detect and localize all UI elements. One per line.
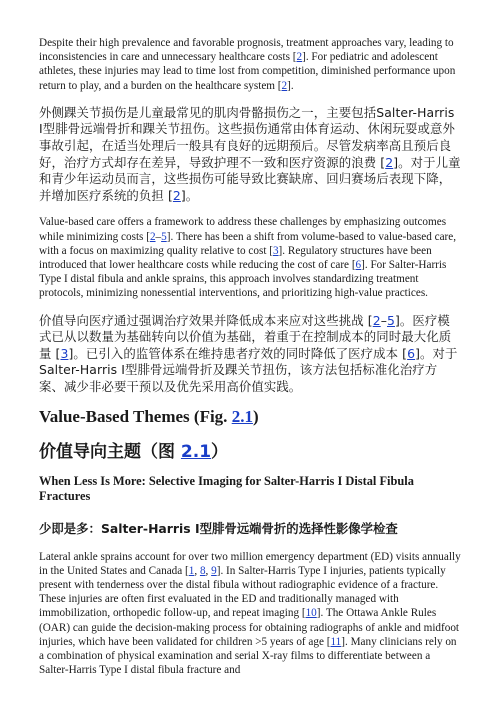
section-heading-en <box>39 407 462 427</box>
text: Despite their high prevalence and favorable prognosis, treatment approaches vary, leading to inconsistencies in care and unnecessary healthcare costs [ <box>39 37 454 64</box>
citation-link[interactable]: 8 <box>199 564 206 577</box>
citation-link[interactable]: 5 <box>387 312 395 328</box>
text: ]。医疗模式已从以数量为基础转向以价值为基础，着重于在控制成本的同时最大化质量 [ <box>39 312 452 361</box>
citation-link[interactable]: 3 <box>60 345 69 361</box>
text: ]。对于儿童和青少年运动员而言，这些损伤可能导致比赛缺席、回归赛场后表现下降，并增加医疗系统的负担 [ <box>39 154 461 203</box>
text: 外侧踝关节损伤是儿童最常见的肌肉骨骼损伤之一，主要包括Salter-Harris I型腓骨远端骨折和踝关节扭伤。这些损伤通常由体育运动、休闲玩耍或意外事故引起，在适当处理后一般具有良好的远期预后。尽管发病率高且预后良好，治疗方式却存在差异，导致护理不一致和医疗资源的浪费 [ <box>39 104 455 170</box>
text: ]. Regulatory structures have been introduced that lower healthcare costs while reducing the cost of care [ <box>39 244 432 271</box>
text: Value-Based Themes (Fig. <box>39 406 232 426</box>
text: – <box>380 312 388 328</box>
citation-link[interactable]: 5 <box>161 230 167 243</box>
citation-link[interactable]: 6 <box>355 258 362 271</box>
text: ） <box>211 441 229 462</box>
subsection-heading-zh: 少即是多：Salter-Harris I型腓骨远端骨折的选择性影像学检查 <box>39 520 398 536</box>
paragraph-zh-2 <box>39 313 462 396</box>
text: ]。已引入的监管体系在维持患者疗效的同时降低了医疗成本 [ <box>68 345 408 361</box>
text: Lateral ankle sprains account for over two million emergency department (ED) visits annually in the United States and Canada [ <box>39 550 461 577</box>
text: 价值导向主题（图 <box>39 441 181 462</box>
citation-link[interactable]: 1 <box>188 564 195 577</box>
text: ) <box>252 406 259 426</box>
paragraph-en-2 <box>39 215 462 300</box>
text: ]. For pediatric and adolescent athletes, these injuries may lead to time lost from competition, diminished performance upon return to play, and a burden on the healthcare system [ <box>39 51 456 92</box>
citation-link[interactable]: 11 <box>330 635 342 648</box>
text: , <box>205 564 212 577</box>
citation-link[interactable]: 2 <box>149 230 156 243</box>
citation-link[interactable]: 2 <box>281 79 288 92</box>
text: , <box>194 564 200 577</box>
text: ]. For Salter-Harris Type I distal fibula and ankle sprains, this approach involves standardizing treatment protocols, minimizing nonessential interventions, and prioritizing high-value practices. <box>39 258 447 300</box>
citation-link[interactable]: 2 <box>372 312 381 328</box>
citation-link[interactable]: 10 <box>305 607 317 620</box>
text: 价值导向医疗通过强调治疗效果并降低成本来应对这些挑战 [ <box>39 312 373 328</box>
paragraph-en-1 <box>39 36 462 93</box>
text: ]。 <box>180 187 199 203</box>
figure-link[interactable]: 2.1 <box>180 441 212 462</box>
citation-link[interactable]: 9 <box>211 564 217 577</box>
text: ]. In Salter-Harris Type I injuries, patients typically present with tenderness over the distal fibula without radiographic evidence of a fracture. These injuries are often first evaluated in the ED and traditionally managed with immobilization, orthopedic follow-up, and repeat imaging [ <box>39 564 446 620</box>
citation-link[interactable]: 2 <box>172 187 181 203</box>
text: ]. There has been a shift from volume-based to value-based care, with a focus on maximizing quality relative to cost [ <box>39 230 457 257</box>
figure-link[interactable]: 2.1 <box>231 406 253 426</box>
subsection-heading-en: When Less Is More: Selective Imaging for Salter-Harris I Distal Fibula Fractures <box>39 473 414 504</box>
text: – <box>155 230 162 243</box>
text: ]. Many clinicians rely on a combination of physical examination and serial X-ray films to differentiate between a Salter-Harris Type I distal fibula fracture and <box>39 635 457 677</box>
paragraph-zh-1 <box>39 105 462 205</box>
text: ]. The Ottawa Ankle Rules (OAR) can guide the decision-making process for obtaining radiographs of ankle and midfoot injuries, which have been validated for children >5 years of age [ <box>39 607 460 648</box>
citation-link[interactable]: 2 <box>296 51 303 64</box>
text: ]。对于Salter-Harris I型腓骨远端骨折及踝关节扭伤，该方法包括标准化治疗方案、减少非必要干预以及优先采用高价值实践。 <box>39 345 458 394</box>
citation-link[interactable]: 6 <box>407 345 416 361</box>
text: ]. <box>287 79 294 92</box>
citation-link[interactable]: 3 <box>272 244 279 257</box>
section-heading-zh <box>39 437 462 462</box>
text: Value-based care offers a framework to address these challenges by emphasizing outcomes while minimizing costs [ <box>39 216 447 243</box>
paragraph-en-3 <box>39 550 462 678</box>
citation-link[interactable]: 2 <box>385 154 394 170</box>
